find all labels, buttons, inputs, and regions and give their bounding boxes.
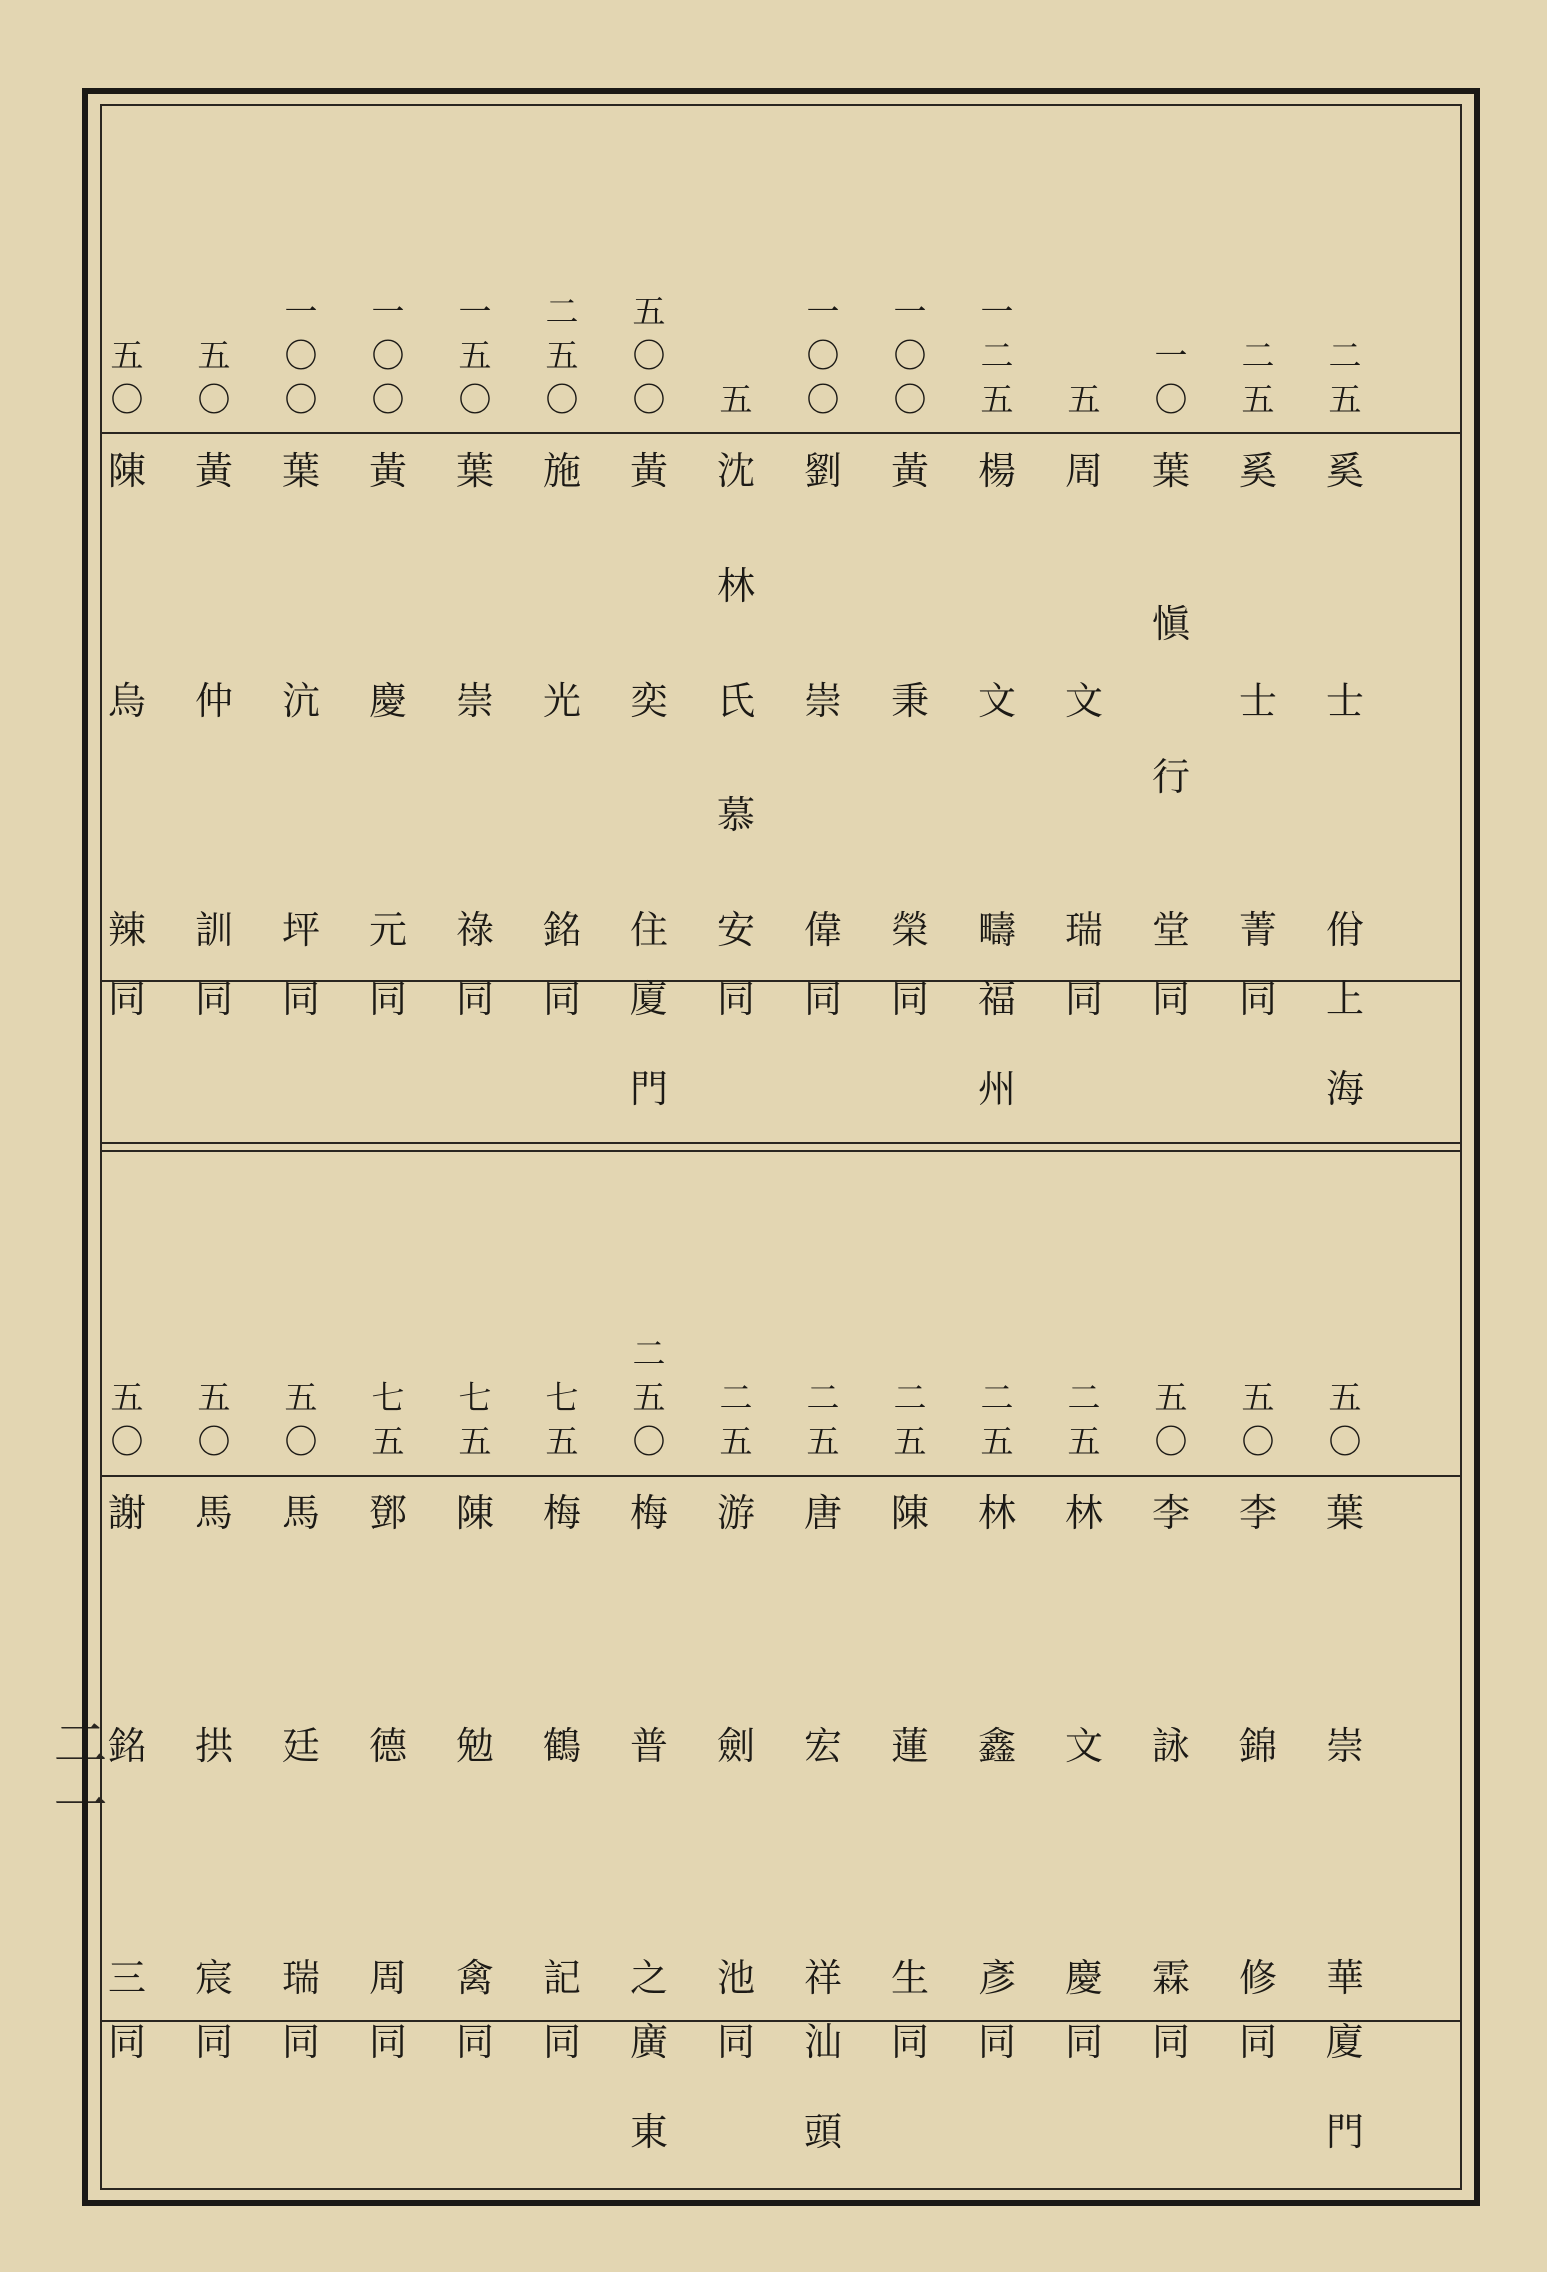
donor-entry: [1214, 104, 1302, 1144]
donation-amount: 二 五 〇: [545, 292, 579, 419]
donor-name: 梅 鶴 記: [542, 1491, 581, 2000]
donation-amount: 一 〇 〇: [806, 292, 840, 419]
donor-name: 奚 士 佾: [1325, 449, 1364, 952]
donor-place: 同: [281, 2020, 320, 2064]
donor-name: 黃 仲 訓: [194, 449, 233, 952]
donor-entry: [953, 104, 1041, 1144]
donation-amount: 一 〇 〇: [893, 292, 927, 419]
donor-place: 同: [455, 2020, 494, 2064]
donation-amount: 五 〇: [110, 336, 144, 419]
donor-name: 謝 銘 三: [107, 1491, 146, 2000]
donor-place: 同: [542, 2020, 581, 2064]
donation-amount: 二 五: [1241, 336, 1275, 419]
donor-entry: [431, 1152, 519, 2190]
donor-name: 楊 文 疇: [977, 449, 1016, 952]
donation-amount: 一 五 〇: [458, 292, 492, 419]
donor-name: 葉 愼 行 堂: [1151, 449, 1190, 952]
donor-name: 黃 慶 元: [368, 449, 407, 952]
donor-name: 沈 林 氏 慕 安: [716, 449, 755, 952]
donor-place: 同: [368, 2020, 407, 2064]
donor-place: 同: [368, 977, 407, 1021]
donor-name: 奚 士 菁: [1238, 449, 1277, 952]
donor-name: 陳 蓮 生: [890, 1491, 929, 2000]
donation-amount: 五 〇: [1154, 1378, 1188, 1461]
donor-place: 同: [542, 977, 581, 1021]
donor-name: 施 光 銘: [542, 449, 581, 952]
donation-amount: 七 五: [371, 1378, 405, 1461]
donation-amount: 五 〇: [197, 1378, 231, 1461]
donor-place: 同: [455, 977, 494, 1021]
donation-amount: 二 五: [1067, 1378, 1101, 1461]
donor-section-1: [102, 104, 1460, 1144]
donor-name: 李 錦 修: [1238, 1491, 1277, 2000]
donor-entry: [1301, 104, 1389, 1144]
donor-place: 廈 門: [1325, 2020, 1364, 2154]
donor-name: 黃 秉 榮: [890, 449, 929, 952]
donor-place: 汕 頭: [803, 2020, 842, 2154]
donor-entry: [83, 104, 171, 1144]
donor-name: 黃 奕 住: [629, 449, 668, 952]
donation-amount: 五 〇: [1241, 1378, 1275, 1461]
donation-amount: 二 五: [806, 1378, 840, 1461]
donor-entry: [1127, 104, 1215, 1144]
donation-amount: 五: [719, 380, 753, 419]
donor-name: 梅 普 之: [629, 1491, 668, 2000]
donor-name: 陳 烏 辣: [107, 449, 146, 952]
donor-place: 同: [1064, 2020, 1103, 2064]
donor-entry: [866, 104, 954, 1144]
donation-amount: 二 五: [719, 1378, 753, 1461]
donor-place: 同: [1151, 977, 1190, 1021]
donation-amount: 五 〇: [110, 1378, 144, 1461]
donor-name: 周 文 瑞: [1064, 449, 1103, 952]
donor-entry: [1214, 1152, 1302, 2190]
donation-amount: 五 〇: [1328, 1378, 1362, 1461]
donor-entry: [344, 1152, 432, 2190]
donor-entry: [1040, 104, 1128, 1144]
donor-entry: [866, 1152, 954, 2190]
donor-place: 上 海: [1325, 977, 1364, 1111]
donor-name: 游 劍 池: [716, 1491, 755, 2000]
donor-entry: [1040, 1152, 1128, 2190]
donor-entry: [170, 104, 258, 1144]
donor-name: 李 詠 霖: [1151, 1491, 1190, 2000]
donor-name: 馬 廷 瑞: [281, 1491, 320, 2000]
donor-place: 廣 東: [629, 2020, 668, 2154]
donor-entry: [779, 1152, 867, 2190]
donor-name: 林 鑫 彥: [977, 1491, 1016, 2000]
donor-name: 唐 宏 祥: [803, 1491, 842, 2000]
donor-place: 廈 門: [629, 977, 668, 1111]
donation-amount: 一 二 五: [980, 292, 1014, 419]
donor-place: 福 州: [977, 977, 1016, 1111]
donor-entry: [518, 104, 606, 1144]
donor-entry: [257, 1152, 345, 2190]
donation-amount: 五: [1067, 380, 1101, 419]
donation-amount: 五 〇: [284, 1378, 318, 1461]
donor-place: 同: [716, 2020, 755, 2064]
donor-entry: [779, 104, 867, 1144]
donation-amount: 七 五: [545, 1378, 579, 1461]
donor-name: 林 文 慶: [1064, 1491, 1103, 2000]
donor-place: 同: [107, 2020, 146, 2064]
donor-entry: [170, 1152, 258, 2190]
donor-entry: [518, 1152, 606, 2190]
donor-place: 同: [194, 2020, 233, 2064]
donation-amount: 五 〇: [197, 336, 231, 419]
donor-name: 葉 沆 坪: [281, 449, 320, 952]
donor-place: 同: [1151, 2020, 1190, 2064]
donor-entry: [257, 104, 345, 1144]
donor-place: 同: [1238, 977, 1277, 1021]
donor-entry: [83, 1152, 171, 2190]
donor-entry: [692, 104, 780, 1144]
donor-name: 鄧 德 周: [368, 1491, 407, 2000]
donor-entry: [1127, 1152, 1215, 2190]
donation-amount: 七 五: [458, 1378, 492, 1461]
donor-name: 葉 崇 華: [1325, 1491, 1364, 2000]
donor-name: 馬 拱 宸: [194, 1491, 233, 2000]
donor-place: 同: [107, 977, 146, 1021]
donor-entry: [344, 104, 432, 1144]
donation-amount: 二 五 〇: [632, 1334, 666, 1461]
donor-place: 同: [281, 977, 320, 1021]
page-number: 二一: [45, 1715, 108, 1839]
donor-place: 同: [716, 977, 755, 1021]
donation-amount: 一 〇 〇: [371, 292, 405, 419]
donor-place: 同: [1238, 2020, 1277, 2064]
donation-amount: 二 五: [980, 1378, 1014, 1461]
donation-amount: 五 〇 〇: [632, 292, 666, 419]
donation-amount: 二 五: [893, 1378, 927, 1461]
donor-entry: [605, 104, 693, 1144]
donor-entry: [605, 1152, 693, 2190]
donor-entry: [953, 1152, 1041, 2190]
donor-section-2: [102, 1152, 1460, 2190]
donor-name: 葉 崇 祿: [455, 449, 494, 952]
donor-place: 同: [1064, 977, 1103, 1021]
donor-place: 同: [890, 2020, 929, 2064]
donor-name: 劉 崇 偉: [803, 449, 842, 952]
donor-place: 同: [803, 977, 842, 1021]
donor-place: 同: [977, 2020, 1016, 2064]
donor-entry: [1301, 1152, 1389, 2190]
donation-amount: 一 〇: [1154, 336, 1188, 419]
donor-place: 同: [194, 977, 233, 1021]
donor-entry: [431, 104, 519, 1144]
donation-amount: 二 五: [1328, 336, 1362, 419]
donor-entry: [692, 1152, 780, 2190]
donor-place: 同: [890, 977, 929, 1021]
donor-name: 陳 勉 禽: [455, 1491, 494, 2000]
donation-amount: 一 〇 〇: [284, 292, 318, 419]
